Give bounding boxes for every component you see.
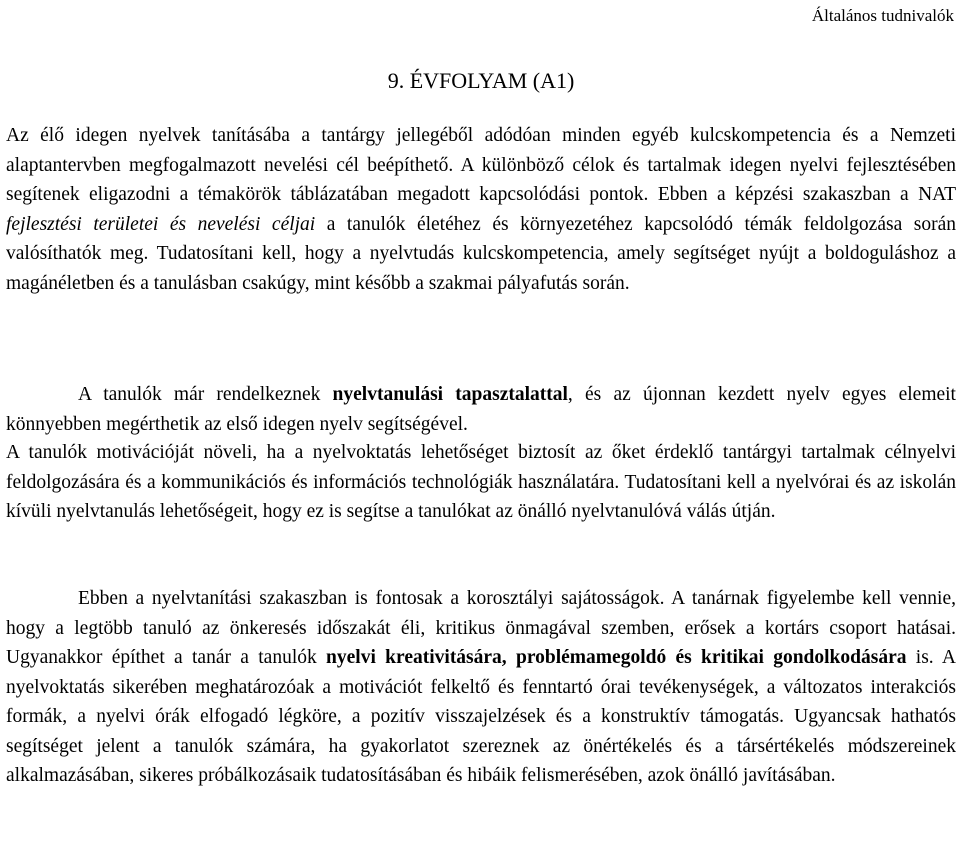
paragraph-experience-text-2: , és az újonnan kezdett nyelv egyes elemeit könnyebben megérthetik az első idegen nyelv segítségével. [6, 384, 956, 435]
paragraph-intro-text-2: a tanulók életéhez és környezetéhez kapcsolódó témák feldolgozása során valósíthatók meg. Tudatosítani kell, hogy a nyelvtudás kulcskompetencia, amely segítséget nyújt a boldoguláshoz a magánéletben és a tanulásban csakúgy, mint később a szakmai pályafutás során. [6, 213, 956, 294]
section-title: 9. ÉVFOLYAM (A1) [387, 68, 575, 93]
running-header: Általános tudnivalók [811, 6, 954, 25]
paragraph-intro [6, 121, 956, 298]
paragraph-motivation: A tanulók motivációját növeli, ha a nyelvoktatás lehetőséget biztosít az őket érdeklő tantárgyi tartalmak célnyelvi feldolgozására és a kommunikációs és információs technológiák használatára. Tudatosítani kell a nyelvórai és az iskolán kívüli nyelvtanulás lehetőségeit, hogy ez is segítse a tanulókat az önálló nyelvtanulóvá válás útján. [6, 442, 956, 522]
paragraph-experience [6, 380, 956, 439]
paragraph-intro-italic: fejlesztési területei és nevelési céljai [6, 213, 316, 235]
paragraph-age-text-2: is. A nyelvoktatás sikerében meghatározóak a motivációt felkeltő és fenntartó órai tevékenységek, a változatos interakciós formák, a nyelvi órák elfogadó légköre, a pozitív visszajelzések és a konstruktív támogatás. Ugyancsak hathatós segítséget jelent a tanulók számára, ha gyakorlatot szereznek az önértékelés és a társértékelés módszereinek alkalmazásában, sikeres próbálkozásaik tudatosításában és hibáik felismerésében, azok önálló javításában. [6, 647, 956, 786]
paragraph-experience-text-1: A tanulók már rendelkeznek [78, 384, 333, 405]
paragraph-age-text-1: Ebben a nyelvtanítási szakaszban is fontosak a korosztályi sajátosságok. A tanárnak figyelembe kell vennie, hogy a legtöbb tanuló az önkeresés időszakát éli, kritikus önmagával szemben, erősek a kortárs csoport hatásai. Ugyanakkor építhet a tanár a tanulók [6, 588, 956, 668]
paragraph-experience-bold: nyelvtanulási tapasztalattal [332, 384, 568, 405]
paragraph-age-characteristics [6, 584, 956, 791]
paragraph-intro-text-1: Az élő idegen nyelvek tanításába a tantárgy jellegéből adódóan minden egyéb kulcskompetencia és a Nemzeti alaptantervben megfogalmazott nevelési cél beépíthető. A különböző célok és tartalmak idegen nyelvi fejlesztésében segítenek eligazodni a témakörök táblázatában megadott kapcsolódási pontok. Ebben a képzési szakaszban a NAT [6, 125, 956, 205]
paragraph-age-bold: nyelvi kreativitására, problémamegoldó és kritikai gondolkodására [326, 647, 907, 668]
